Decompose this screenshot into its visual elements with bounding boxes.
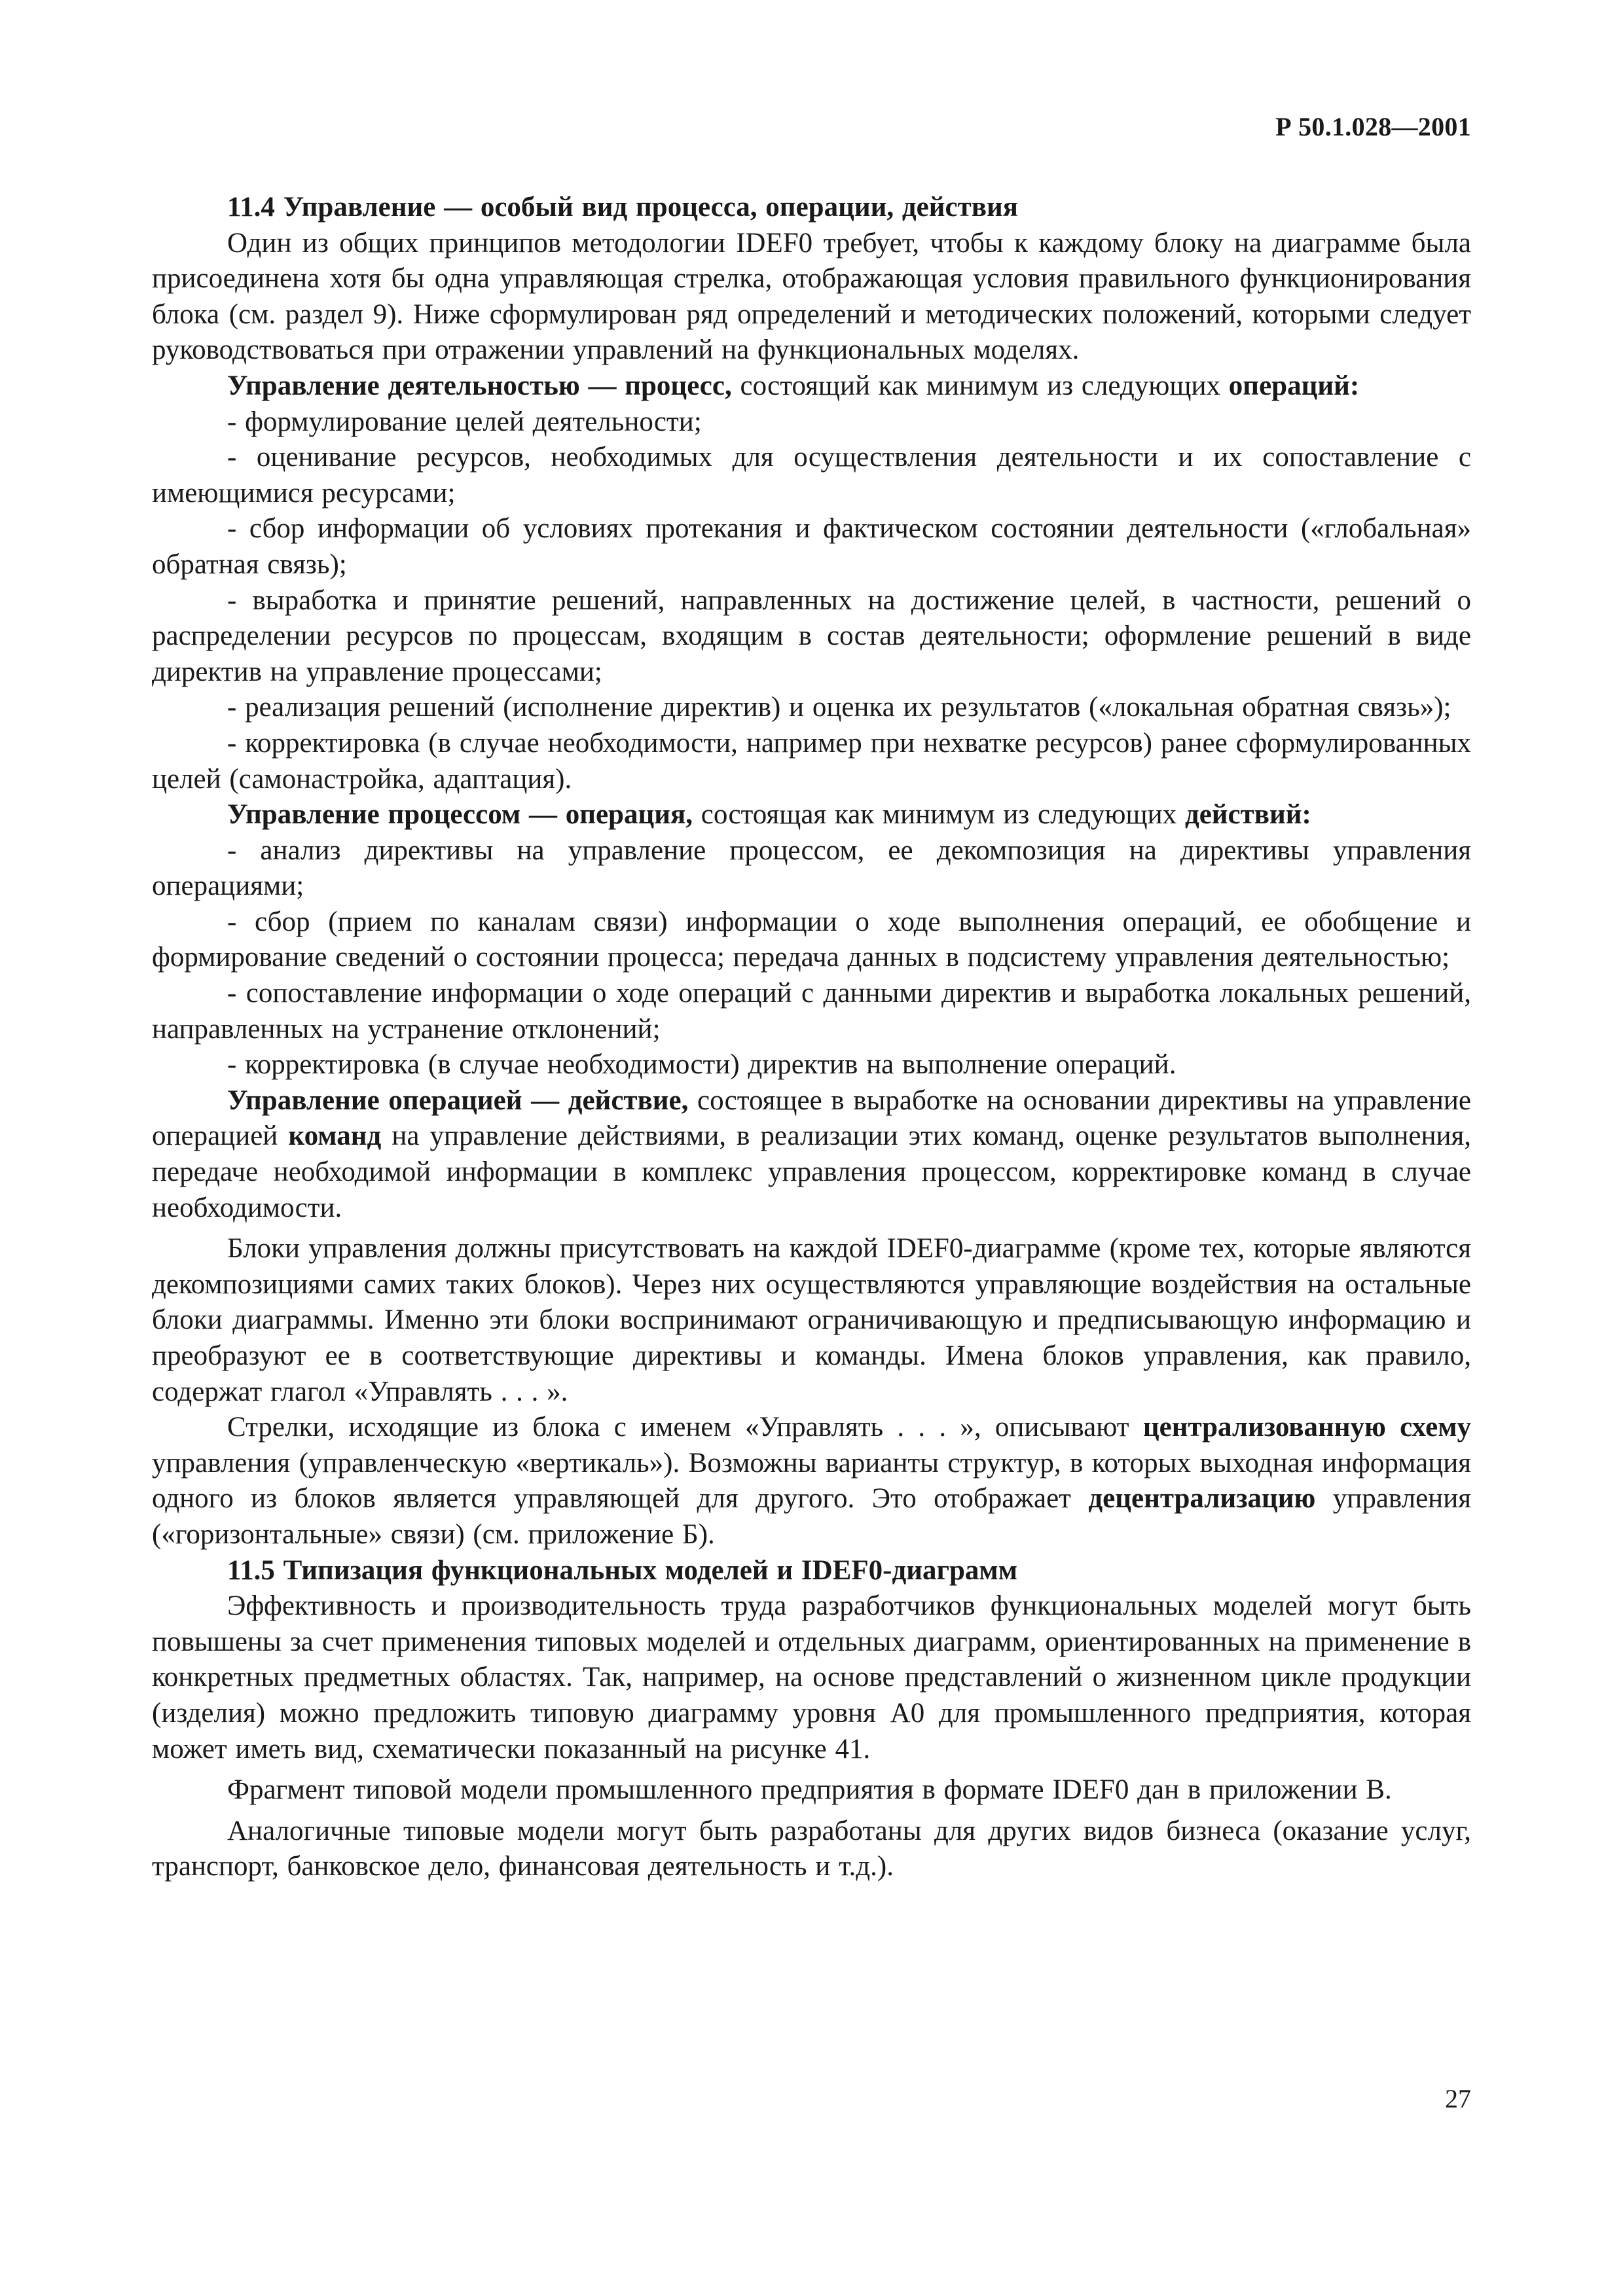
definition-text: состоящее в выработке на основании директивы на управление операцией — [152, 1085, 1471, 1152]
paragraph-typification: Эффективность и производительность труда разработчиков функциональных моделей могут быть повышены за счет применения типовых моделей и отдельных диаграмм, ориентированных на применение в конкретных предметных областях. Так, например, на основе представлений о жизненном цикле продукции (изделия) можно предложить типовую диаграмму уровня А0 для промышленного предприятия, которая может иметь вид, схематически показанный на рисунке 41. — [152, 1590, 1471, 1765]
list-item: - корректировка (в случае необходимости) директив на выполнение операций. — [227, 1049, 1176, 1081]
paragraph-text: управления («горизонтальные» связи) (см. приложение Б). — [152, 1483, 1471, 1550]
section-11-5-heading: 11.5 Типизация функциональных моделей и IDEF0-диаграмм — [227, 1554, 1017, 1586]
list-item: - сбор (прием по каналам связи) информации о ходе выполнения операций, ее обобщение и формирование сведений о состоянии процесса; передача данных в подсистему управления деятельностью; — [152, 906, 1471, 973]
paragraph-arrows — [152, 1410, 1471, 1552]
list-item: - формулирование целей деятельности; — [227, 406, 702, 437]
keyword-centralized-scheme: централизованную схему — [1142, 1412, 1471, 1443]
keyword-decentralization: децентрализацию — [1088, 1483, 1316, 1515]
term-process-management: Управление процессом — операция, — [227, 799, 693, 831]
paragraph-fragment: Фрагмент типовой модели промышленного предприятия в формате IDEF0 дан в приложении В. — [227, 1774, 1392, 1806]
term-operation-management: Управление операцией — действие, — [227, 1085, 689, 1116]
list-item: - реализация решений (исполнение директив) и оценка их результатов («локальная обратная связь»); — [227, 692, 1451, 723]
activity-management-definition — [152, 368, 1471, 404]
paragraph-intro: Один из общих принципов методологии IDEF0 требует, чтобы к каждому блоку на диаграмме была присоединена хотя бы одна управляющая стрелка, отображающая условия правильного функционирования блока (см. раздел 9). Ниже сформулирован ряд определений и методических положений, которыми следует руководствоваться при отражении управлений на функциональных моделях. — [152, 227, 1471, 366]
operation-management-definition — [152, 1083, 1471, 1226]
paragraph-control-blocks: Блоки управления должны присутствовать на каждой IDEF0-диаграмме (кроме тех, которые являются декомпозициями самих таких блоков). Через них осуществляются управляющие воздействия на остальные блоки диаграммы. Именно эти блоки воспринимают ограничивающую и предписывающую информацию и преобразуют ее в соответствующие директивы и команды. Имена блоков управления, как правило, содержат глагол «Управлять . . . ». — [152, 1233, 1471, 1407]
keyword-commands: команд — [288, 1121, 382, 1152]
list-item: - корректировка (в случае необходимости, например при нехватке ресурсов) ранее сформулированных целей (самонастройка, адаптация). — [152, 727, 1471, 795]
list-item: - оценивание ресурсов, необходимых для осуществления деятельности и их сопоставление с имеющимися ресурсами; — [152, 442, 1471, 509]
paragraph-text: Стрелки, исходящие из блока с именем «Управлять . . . », описывают — [227, 1412, 1143, 1443]
definition-text: на управление действиями, в реализации этих команд, оценке результатов выполнения, передаче необходимой информации в комплекс управления процессом, корректировке команд в случае необходимости. — [152, 1121, 1471, 1223]
document-code: Р 50.1.028—2001 — [1275, 112, 1471, 141]
definition-text: состоящий как минимум из следующих — [731, 370, 1229, 401]
definition-text: состоящая как минимум из следующих — [693, 799, 1185, 831]
page-number: 27 — [1445, 2084, 1471, 2113]
keyword-actions: действий: — [1184, 799, 1311, 831]
term-activity-management: Управление деятельностью — процесс, — [227, 370, 732, 401]
section-11-4-heading: 11.4 Управление — особый вид процесса, операции, действия — [227, 192, 1018, 223]
list-item: - выработка и принятие решений, направленных на достижение целей, в частности, решений о распределении ресурсов по процессам, входящим в состав деятельности; оформление решений в виде директив на управление процессами; — [152, 584, 1471, 687]
paragraph-text: управления (управленческую «вертикаль»). Возможны варианты структур, в которых выходная информация одного из блоков является управляющей для другого. Это отображает — [152, 1447, 1471, 1515]
keyword-operations: операций: — [1228, 370, 1360, 401]
page-body — [152, 190, 1471, 1885]
process-management-definition — [152, 797, 1471, 833]
list-item: - сопоставление информации о ходе операций с данными директив и выработка локальных решений, направленных на устранение отклонений; — [152, 978, 1471, 1045]
list-item: - сбор информации об условиях протекания и фактическом состоянии деятельности («глобальная» обратная связь); — [152, 513, 1471, 580]
paragraph-analogous-models: Аналогичные типовые модели могут быть разработаны для других видов бизнеса (оказание услуг, транспорт, банковское дело, финансовая деятельность и т.д.). — [152, 1815, 1471, 1882]
list-item: - анализ директивы на управление процессом, ее декомпозиция на директивы управления операциями; — [152, 834, 1471, 902]
